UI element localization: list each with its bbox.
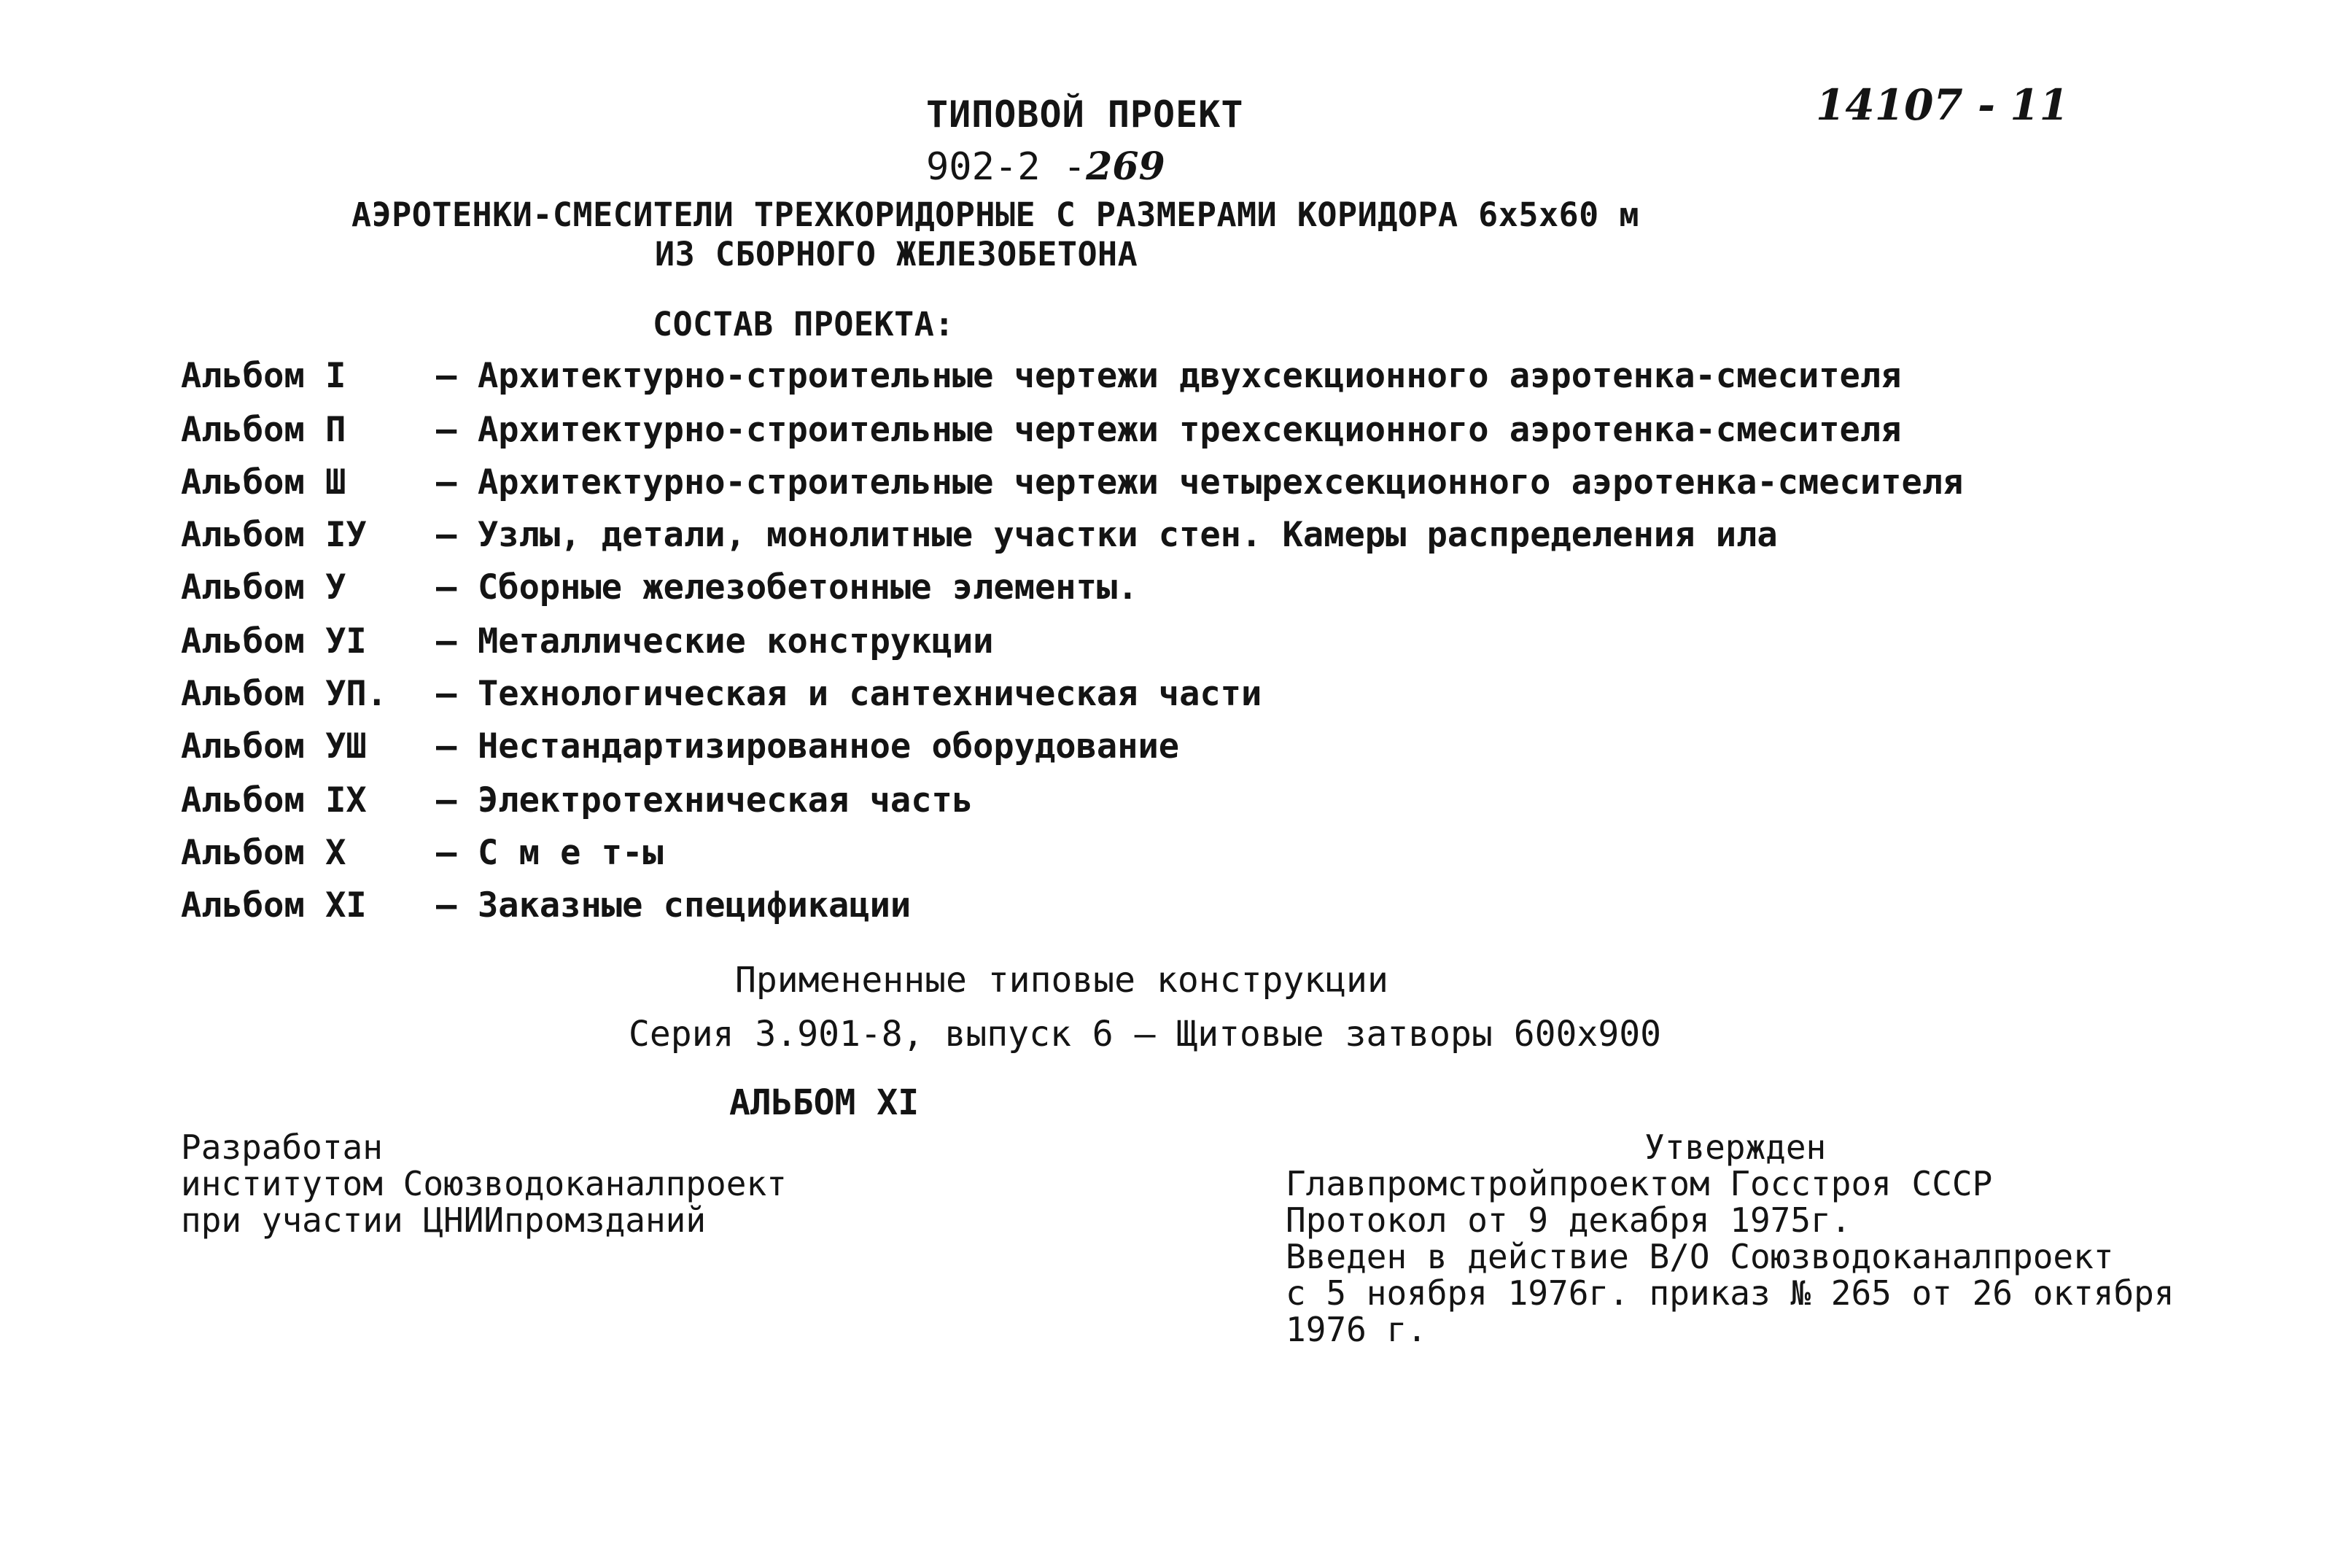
album-description: Архитектурно-строительные чертежи четырехсекционного аэротенка-смесителя (478, 462, 1964, 502)
enacted-by: Введен в действие В/О Союзводоканалпроект (1286, 1237, 2114, 1276)
developed-by-block (181, 1129, 787, 1238)
applied-series: Серия 3.901-8, выпуск 6 – Щитовые затворы 600х900 (629, 1014, 1662, 1055)
album-description: Металлические конструкции (478, 621, 994, 661)
album-label: Альбом УП. (181, 674, 387, 714)
album-description: Заказные спецификации (478, 885, 912, 925)
dash: – (436, 885, 457, 925)
album-label: Альбом УШ (181, 726, 367, 766)
developed-institute: институтом Союзводоканалпроект (181, 1164, 787, 1203)
developed-participation: при участии ЦНИИпромзданий (181, 1200, 707, 1240)
applied-structures-heading: Примененные типовые конструкции (735, 960, 1388, 1001)
dash: – (436, 567, 457, 608)
album-description: С м е т-ы (478, 833, 664, 873)
album-label: Альбом Х (181, 833, 346, 873)
project-number-prefix: 902-2 - (926, 145, 1087, 189)
approved-by-block (1286, 1165, 2175, 1348)
album-label: Альбом У (181, 567, 346, 608)
developed-label: Разработан (181, 1128, 383, 1167)
composition-heading: СОСТАВ ПРОЕКТА: (653, 305, 955, 344)
project-number-handwritten: 269 (1086, 144, 1165, 189)
project-title-line-1: АЭРОТЕНКИ-СМЕСИТЕЛИ ТРЕХКОРИДОРНЫЕ С РАЗМЕРАМИ КОРИДОРА 6х5х60 м (351, 195, 1639, 234)
document-type: ТИПОВОЙ ПРОЕКТ (926, 93, 1244, 136)
dash: – (436, 356, 457, 396)
enacted-year: 1976 г. (1286, 1310, 1427, 1349)
approved-protocol: Протокол от 9 декабря 1975г. (1286, 1200, 1852, 1240)
album-description: Архитектурно-строительные чертежи двухсекционного аэротенка-смесителя (478, 356, 1902, 396)
album-description: Сборные железобетонные элементы. (478, 567, 1138, 608)
album-label: Альбом XI (181, 885, 367, 925)
dash: – (436, 621, 457, 661)
album-label: Альбом IX (181, 780, 367, 820)
enacted-date-order: с 5 ноября 1976г. приказ № 265 от 26 октября (1286, 1273, 2175, 1313)
album-description: Технологическая и сантехническая части (478, 674, 1262, 714)
album-description: Узлы, детали, монолитные участки стен. Камеры распределения ила (478, 515, 1778, 555)
album-label: Альбом I (181, 356, 346, 396)
album-description: Архитектурно-строительные чертежи трехсекционного аэротенка-смесителя (478, 410, 1902, 450)
handwritten-code: 14107 - 11 (1816, 80, 2069, 130)
album-description: Электротехническая часть (478, 780, 974, 820)
current-album: АЛЬБОМ XI (729, 1082, 920, 1123)
approved-label: Утвержден (1644, 1128, 1827, 1167)
project-title-line-2: ИЗ СБОРНОГО ЖЕЛЕЗОБЕТОНА (655, 235, 1138, 273)
album-label: Альбом УI (181, 621, 367, 661)
dash: – (436, 780, 457, 820)
dash: – (436, 515, 457, 555)
dash: – (436, 726, 457, 766)
approved-authority: Главпромстройпроектом Госстроя СССР (1286, 1164, 1993, 1203)
album-label: Альбом П (181, 410, 346, 450)
dash: – (436, 462, 457, 502)
dash: – (436, 410, 457, 450)
album-label: Альбом IУ (181, 515, 367, 555)
dash: – (436, 833, 457, 873)
album-description: Нестандартизированное оборудование (478, 726, 1180, 766)
dash: – (436, 674, 457, 714)
album-label: Альбом Ш (181, 462, 346, 502)
